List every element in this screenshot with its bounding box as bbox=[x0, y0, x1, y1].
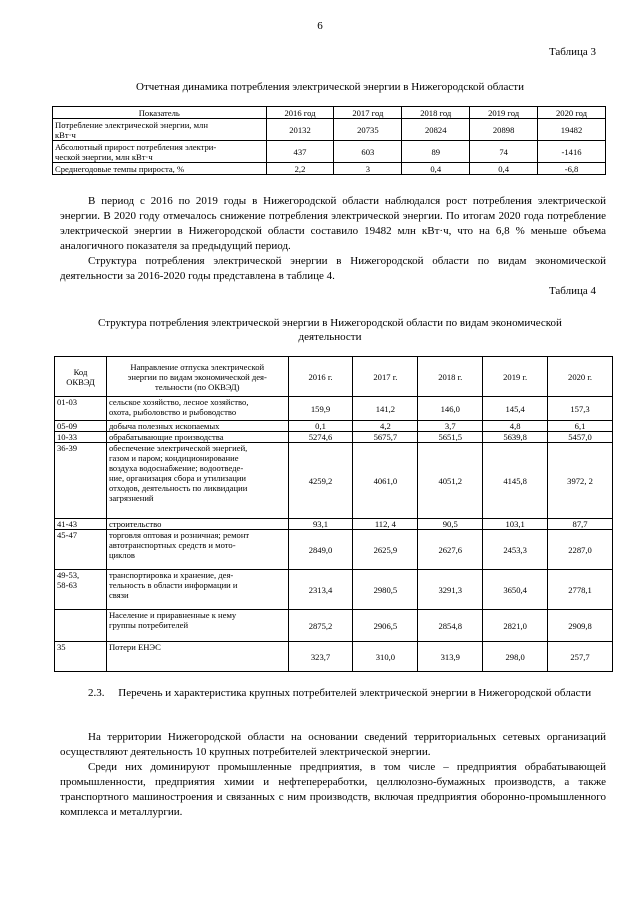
table-3-label: Таблица 3 bbox=[548, 46, 596, 58]
table-cell: 2980,5 bbox=[353, 570, 418, 610]
table-3-header: Показатель bbox=[53, 107, 267, 119]
table-4-header-year: 2016 г. bbox=[288, 357, 353, 397]
table-cell: 2854,8 bbox=[418, 610, 483, 642]
table-cell: 87,7 bbox=[548, 519, 613, 530]
table-row bbox=[53, 141, 606, 163]
table-4-code-cell: 01-03 bbox=[55, 397, 107, 421]
table-cell: 2313,4 bbox=[288, 570, 353, 610]
table-row bbox=[55, 432, 613, 443]
table-3-row-name: Потребление электрической энергии, млн кВт·ч bbox=[53, 119, 267, 141]
table-cell: 4061,0 bbox=[353, 443, 418, 519]
table-4-header-code: Код ОКВЭД bbox=[55, 357, 107, 397]
table-cell: 93,1 bbox=[288, 519, 353, 530]
table-cell: 2778,1 bbox=[548, 570, 613, 610]
table-4-code-cell bbox=[55, 610, 107, 642]
table-row bbox=[55, 642, 613, 672]
table-4-name-cell: Потери ЕНЭС bbox=[106, 642, 288, 672]
table-cell: 4145,8 bbox=[483, 443, 548, 519]
table-3-header: 2020 год bbox=[538, 107, 606, 119]
table-4-header-direction: Направление отпуска электрической энергии по видам экономической дея- тельности (по ОКВЭД) bbox=[106, 357, 288, 397]
table-cell: 5274,6 bbox=[288, 432, 353, 443]
table-3-header-row bbox=[53, 107, 606, 119]
table-cell: -6,8 bbox=[538, 163, 606, 175]
table-row bbox=[55, 530, 613, 570]
paragraph-1-text: В период с 2016 по 2019 годы в Нижегородской области наблюдался рост потребления электрической энергии. В 2020 году отмечалось снижение потребления электрической энергии. По итогам 2020 года потребление электрической энергии в Нижегородской области составило 19482 млн кВт·ч, что на 6,8 % меньше объема аналогичного показателя за предыдущий период. bbox=[60, 195, 606, 252]
table-cell: 298,0 bbox=[483, 642, 548, 672]
table-4-name-cell: Население и приравненные к нему группы потребителей bbox=[106, 610, 288, 642]
table-cell: 323,7 bbox=[288, 642, 353, 672]
table-4-header-year: 2020 г. bbox=[548, 357, 613, 397]
table-3-header: 2018 год bbox=[402, 107, 470, 119]
table-cell: 5651,5 bbox=[418, 432, 483, 443]
table-cell: 2,2 bbox=[266, 163, 334, 175]
table-cell: 0,1 bbox=[288, 421, 353, 432]
table-cell: 112, 4 bbox=[353, 519, 418, 530]
section-title: Перечень и характеристика крупных потребителей электрической энергии в Нижегородской области bbox=[118, 687, 592, 699]
table-4-name-cell: добыча полезных ископаемых bbox=[106, 421, 288, 432]
table-4 bbox=[54, 356, 613, 672]
table-cell: 2909,8 bbox=[548, 610, 613, 642]
table-cell: 20824 bbox=[402, 119, 470, 141]
table-cell: 603 bbox=[334, 141, 402, 163]
table-cell: 5639,8 bbox=[483, 432, 548, 443]
table-cell: 0,4 bbox=[402, 163, 470, 175]
table-3-row-name: Среднегодовые темпы прироста, % bbox=[53, 163, 267, 175]
table-3-title: Отчетная динамика потребления электрической энергии в Нижегородской области bbox=[136, 81, 524, 93]
table-cell: 19482 bbox=[538, 119, 606, 141]
table-4-body bbox=[55, 397, 613, 672]
table-cell: 90,5 bbox=[418, 519, 483, 530]
table-cell: 5675,7 bbox=[353, 432, 418, 443]
table-4-label: Таблица 4 bbox=[548, 285, 596, 297]
table-row bbox=[55, 397, 613, 421]
table-4-title-line: деятельности bbox=[298, 331, 362, 343]
table-row bbox=[53, 119, 606, 141]
table-cell: 2625,9 bbox=[353, 530, 418, 570]
table-cell: 257,7 bbox=[548, 642, 613, 672]
table-cell: 3,7 bbox=[418, 421, 483, 432]
table-4-title-line: Структура потребления электрической энергии в Нижегородской области по видам экономической bbox=[98, 317, 562, 329]
table-cell: 4259,2 bbox=[288, 443, 353, 519]
table-row bbox=[55, 443, 613, 519]
table-cell: 20898 bbox=[470, 119, 538, 141]
table-cell: 437 bbox=[266, 141, 334, 163]
section-number: 2.3. bbox=[88, 687, 105, 699]
table-row bbox=[55, 610, 613, 642]
table-4-code-cell: 49-53, 58-63 bbox=[55, 570, 107, 610]
table-cell: -1416 bbox=[538, 141, 606, 163]
table-cell: 6,1 bbox=[548, 421, 613, 432]
table-row bbox=[53, 163, 606, 175]
table-cell: 2906,5 bbox=[353, 610, 418, 642]
table-4-title bbox=[40, 316, 620, 344]
table-3-header: 2017 год bbox=[334, 107, 402, 119]
section-2-3-heading bbox=[60, 686, 606, 701]
table-cell: 2875,2 bbox=[288, 610, 353, 642]
table-3-row-name: Абсолютный прирост потребления электри- ческой энергии, млн кВт·ч bbox=[53, 141, 267, 163]
paragraph-4-text: Среди них доминируют промышленные предприятия, в том числе – предприятия обрабатывающей промышленности, предприятия химии и нефтепереработки, целлюлозно-бумажных производств, а также транспортного машиностроения и связанных с ним производств, включая предприятия оборонно-промышленного комплекса и металлургии. bbox=[60, 761, 606, 818]
table-cell: 2627,6 bbox=[418, 530, 483, 570]
table-4-code-cell: 05-09 bbox=[55, 421, 107, 432]
paragraph-block bbox=[60, 730, 606, 820]
table-cell: 20735 bbox=[334, 119, 402, 141]
table-4-header-year: 2018 г. bbox=[418, 357, 483, 397]
table-4-name-cell: сельское хозяйство, лесное хозяйство, охота, рыболовство и рыбоводство bbox=[106, 397, 288, 421]
table-3 bbox=[52, 106, 606, 175]
table-cell: 141,2 bbox=[353, 397, 418, 421]
table-cell: 313,9 bbox=[418, 642, 483, 672]
table-3-header: 2016 год bbox=[266, 107, 334, 119]
table-cell: 3972, 2 bbox=[548, 443, 613, 519]
table-4-code-cell: 36-39 bbox=[55, 443, 107, 519]
table-cell: 146,0 bbox=[418, 397, 483, 421]
table-4-name-cell: транспортировка и хранение, дея- тельность в области информации и связи bbox=[106, 570, 288, 610]
table-3-header: 2019 год bbox=[470, 107, 538, 119]
table-4-name-cell: торговля оптовая и розничная; ремонт автотранспортных средств и мото- циклов bbox=[106, 530, 288, 570]
table-cell: 145,4 bbox=[483, 397, 548, 421]
table-4-name-cell: обрабатывающие производства bbox=[106, 432, 288, 443]
table-cell: 157,3 bbox=[548, 397, 613, 421]
table-cell: 4,8 bbox=[483, 421, 548, 432]
table-cell: 2453,3 bbox=[483, 530, 548, 570]
table-cell: 0,4 bbox=[470, 163, 538, 175]
paragraph-3-text: На территории Нижегородской области на основании сведений территориальных сетевых организаций осуществляют деятельность 10 крупных потребителей электрической энергии. bbox=[60, 731, 606, 758]
table-cell: 159,9 bbox=[288, 397, 353, 421]
table-cell: 74 bbox=[470, 141, 538, 163]
table-4-name-cell: строительство bbox=[106, 519, 288, 530]
table-cell: 3 bbox=[334, 163, 402, 175]
table-cell: 89 bbox=[402, 141, 470, 163]
table-4-code-cell: 45-47 bbox=[55, 530, 107, 570]
table-4-header-year: 2019 г. bbox=[483, 357, 548, 397]
table-cell: 2821,0 bbox=[483, 610, 548, 642]
table-4-header-year: 2017 г. bbox=[353, 357, 418, 397]
table-cell: 4051,2 bbox=[418, 443, 483, 519]
paragraph-1 bbox=[60, 194, 606, 284]
table-cell: 2849,0 bbox=[288, 530, 353, 570]
table-cell: 4,2 bbox=[353, 421, 418, 432]
page-number: 6 bbox=[317, 20, 323, 32]
table-cell: 20132 bbox=[266, 119, 334, 141]
table-4-code-cell: 41-43 bbox=[55, 519, 107, 530]
table-row bbox=[55, 570, 613, 610]
table-4-code-cell: 35 bbox=[55, 642, 107, 672]
table-cell: 2287,0 bbox=[548, 530, 613, 570]
table-cell: 3291,3 bbox=[418, 570, 483, 610]
table-4-header-row bbox=[55, 357, 613, 397]
table-cell: 103,1 bbox=[483, 519, 548, 530]
table-cell: 310,0 bbox=[353, 642, 418, 672]
table-row bbox=[55, 421, 613, 432]
table-4-name-cell: обеспечение электрической энергией, газом и паром; кондиционирование воздуха водоснабжение; водоотведе- ние, организация сбора и утилизации отходов, деятельность по ликвидации загрязнений bbox=[106, 443, 288, 519]
table-4-code-cell: 10-33 bbox=[55, 432, 107, 443]
table-cell: 3650,4 bbox=[483, 570, 548, 610]
table-cell: 5457,0 bbox=[548, 432, 613, 443]
table-row bbox=[55, 519, 613, 530]
paragraph-2-text: Структура потребления электрической энергии в Нижегородской области по видам экономической деятельности за 2016-2020 годы представлена в таблице 4. bbox=[60, 255, 606, 282]
